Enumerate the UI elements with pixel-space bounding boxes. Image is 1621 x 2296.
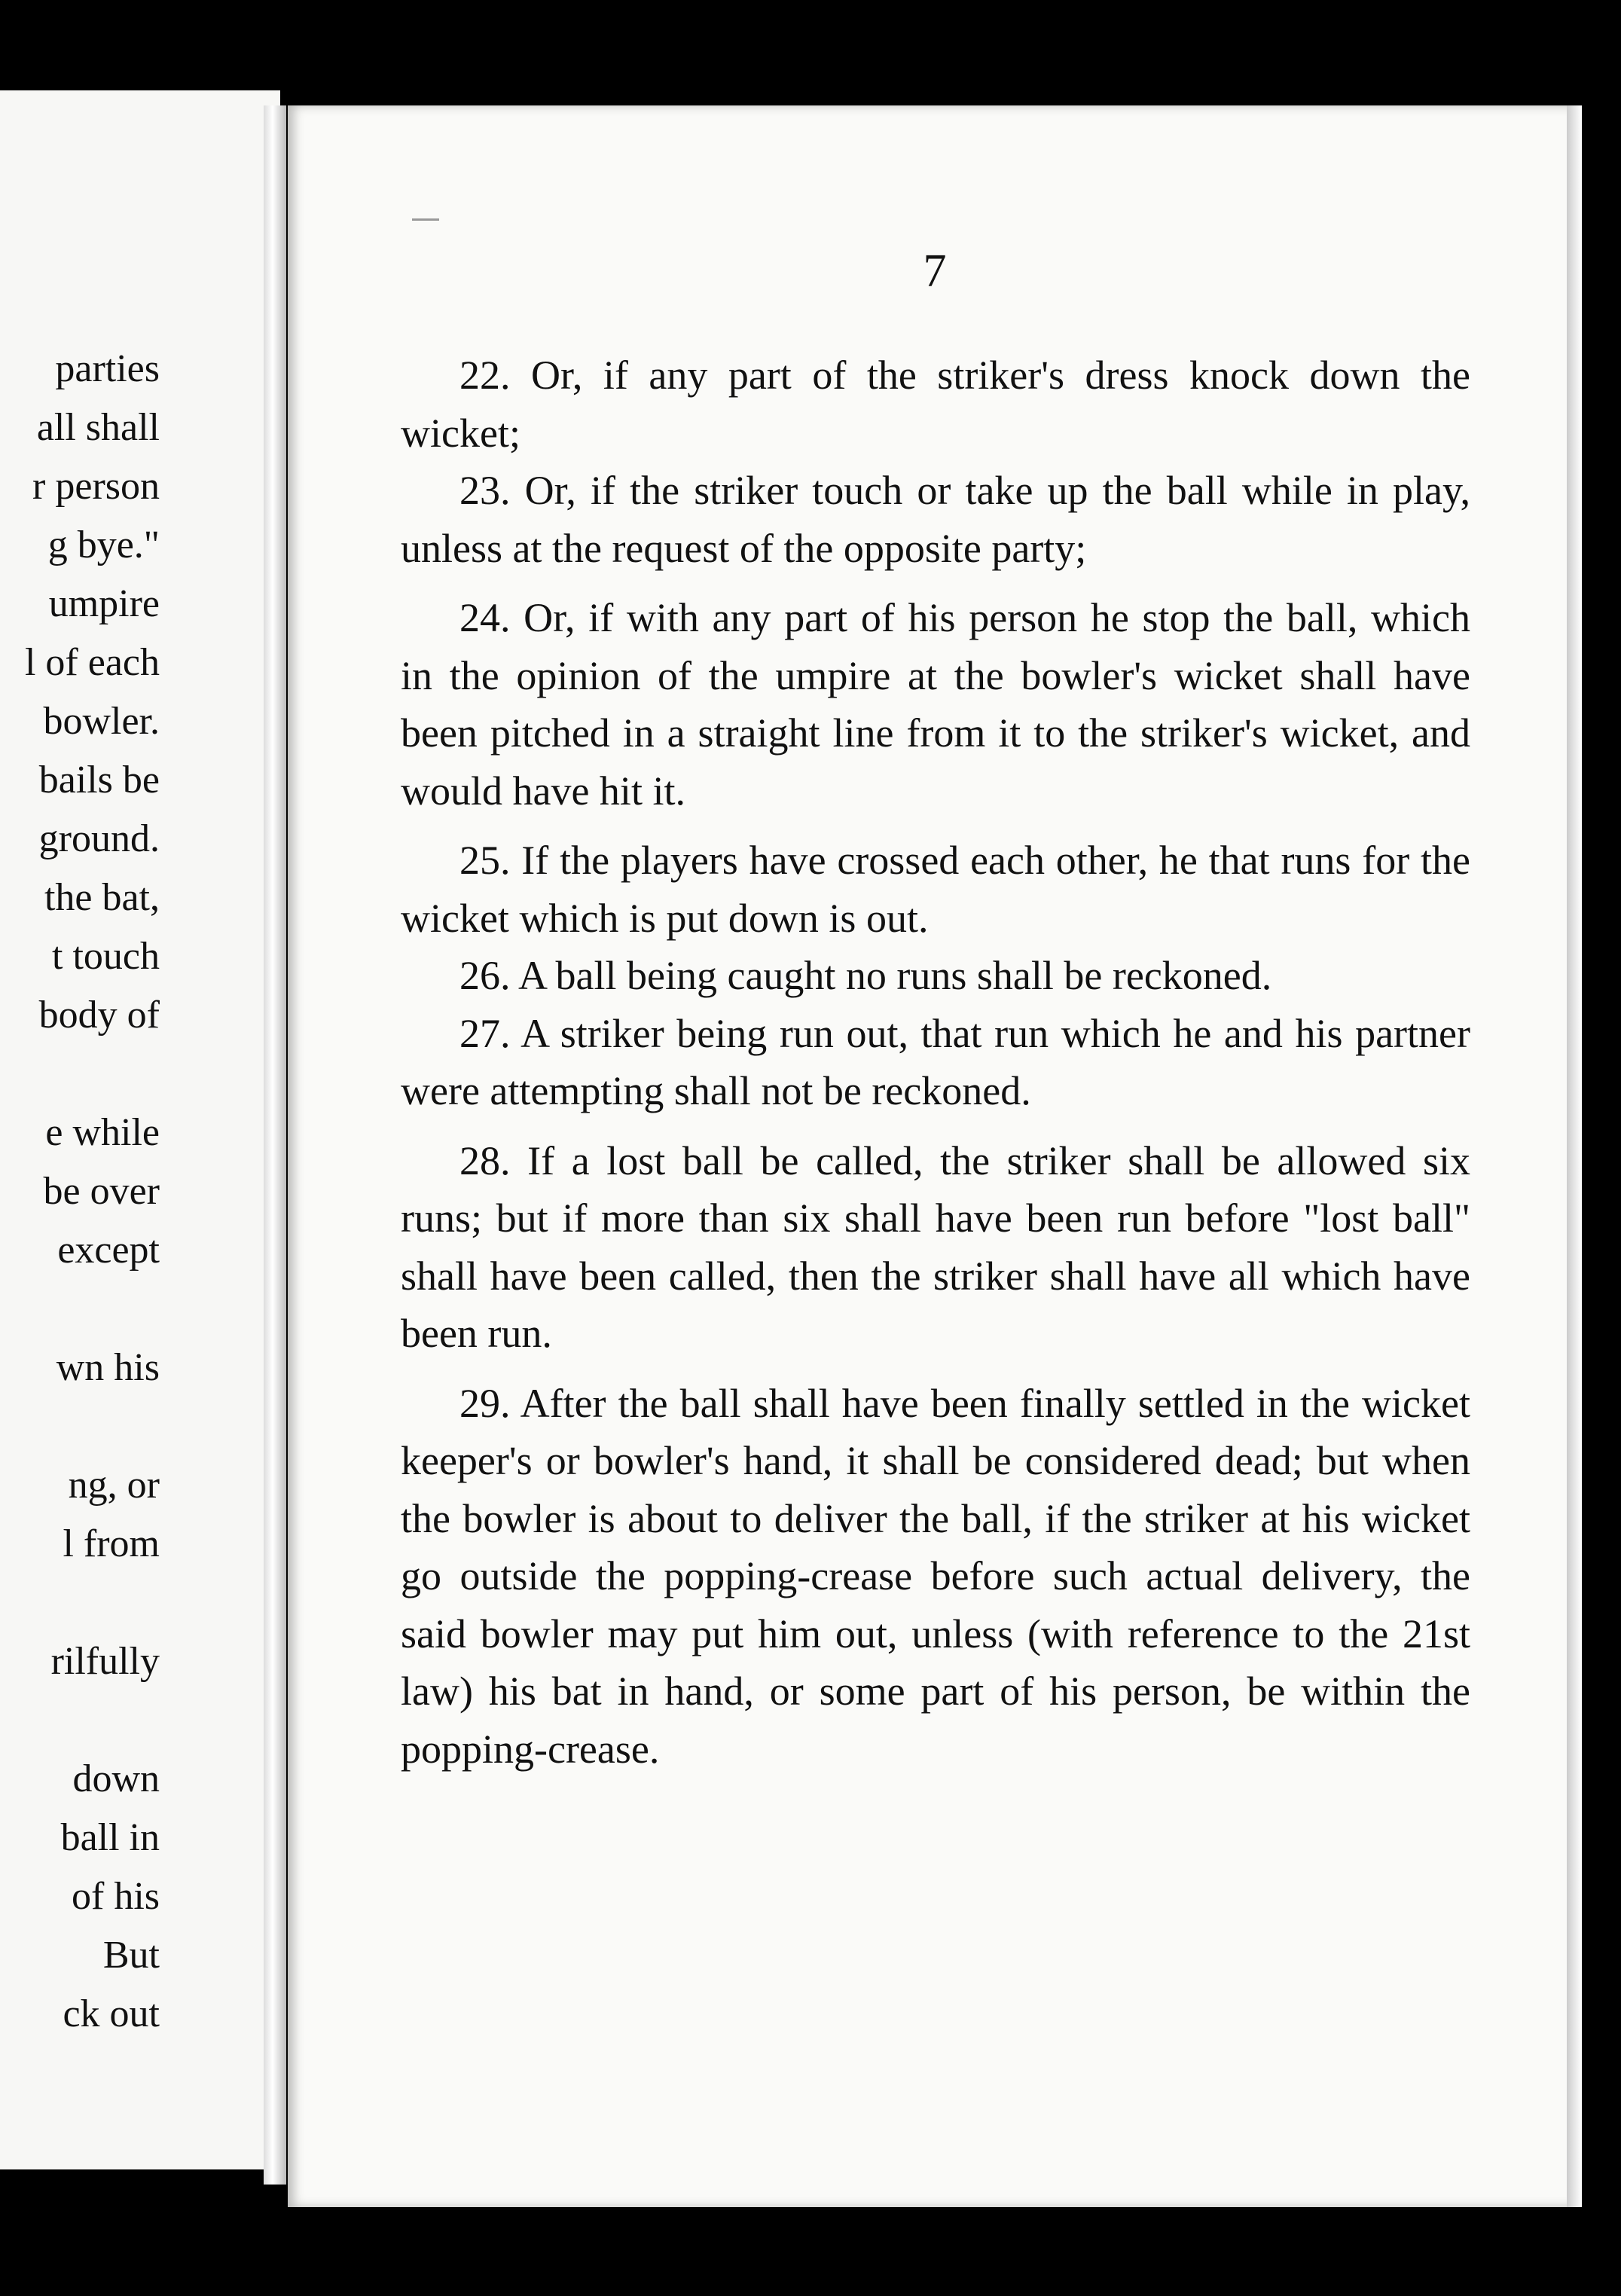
book-gutter (264, 105, 286, 2185)
left-line: umpire (48, 582, 160, 625)
left-line: e while (45, 1111, 160, 1154)
left-line: down (72, 1757, 160, 1800)
left-line: except (57, 1229, 160, 1272)
page-number: 7 (923, 246, 947, 297)
left-line: bowler. (43, 700, 160, 743)
left-line: But (102, 1934, 160, 1977)
page-edge (1567, 105, 1582, 2207)
left-line: rilfully (50, 1640, 160, 1683)
left-line: ng, or (68, 1464, 160, 1507)
left-line: the bat, (44, 876, 160, 919)
left-line: t touch (52, 935, 160, 978)
law-27-paragraph: 27. A striker being run out, that run which he and his partner were attempting shall not be reckoned. (401, 1010, 1470, 1113)
left-page (0, 90, 280, 2169)
left-line: parties (55, 347, 160, 390)
left-line: ball in (60, 1816, 160, 1859)
law-26-paragraph: 26. A ball being caught no runs shall be reckoned. (459, 953, 1272, 998)
right-page (288, 105, 1582, 2207)
law-29-paragraph: 29. After the ball shall have been finally settled in the wicket keeper's or bowler's hand, it shall be considered dead; but when the bowler is about to deliver the ball, if the striker at his wicket go outside the popping-crease before such actual delivery, the said bowler may put him out, unless (with reference to the 21st law) his bat in hand, or some part of his person, be within the popping-crease. (401, 1380, 1470, 1772)
stray-mark (412, 218, 439, 221)
page-body (401, 347, 1470, 1778)
left-line: all shall (36, 406, 160, 449)
left-line: r person (32, 465, 160, 508)
left-line: be over (43, 1170, 160, 1213)
law-22-paragraph: 22. Or, if any part of the striker's dress knock down the wicket; (401, 353, 1470, 456)
left-line: wn his (56, 1346, 160, 1389)
law-24-paragraph: 24. Or, if with any part of his person he stop the ball, which in the opinion of the umpire at the bowler's wicket shall have been pitched in a straight line from it to the striker's wicket, and would have hit it. (401, 595, 1470, 814)
left-line: of his (72, 1875, 160, 1918)
left-line: l of each (24, 641, 160, 684)
left-line: ground. (38, 817, 160, 860)
left-line: ck out (63, 1992, 160, 2035)
law-25-paragraph: 25. If the players have crossed each other, he that runs for the wicket which is put down is out. (401, 838, 1470, 941)
law-23-paragraph: 23. Or, if the striker touch or take up the ball while in play, unless at the request of the opposite party; (401, 468, 1470, 571)
left-line: l from (63, 1522, 160, 1565)
left-line: g bye." (47, 524, 160, 566)
left-line: bails be (38, 759, 160, 801)
law-28-paragraph: 28. If a lost ball be called, the striker shall be allowed six runs; but if more than six shall have been run before "lost ball" shall have been called, then the striker shall have all which have been run. (401, 1137, 1470, 1356)
left-line: body of (38, 994, 160, 1037)
